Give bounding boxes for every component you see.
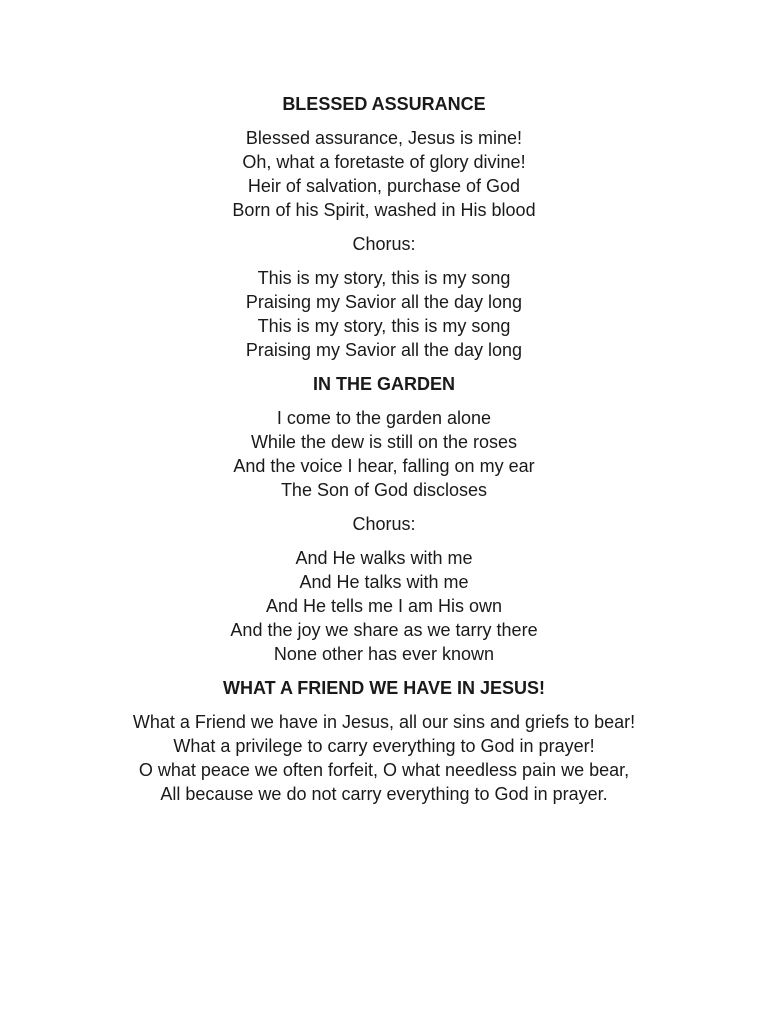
song-title: IN THE GARDEN (312, 374, 455, 394)
chorus-line: And the joy we share as we tarry there (230, 620, 538, 640)
chorus-line: And He walks with me (295, 548, 473, 568)
song-blessed-assurance (0, 92, 768, 362)
verse-line: What a Friend we have in Jesus, all our sins and griefs to bear! (132, 712, 636, 732)
verse-line: O what peace we often forfeit, O what needless pain we bear, (138, 760, 630, 780)
verse (0, 126, 768, 222)
chorus (0, 266, 768, 362)
chorus-line: None other has ever known (273, 644, 495, 664)
chorus-line: Praising my Savior all the day long (245, 340, 523, 360)
song-what-a-friend (0, 676, 768, 806)
chorus-line: This is my story, this is my song (257, 316, 511, 336)
verse (0, 710, 768, 806)
verse-line: All because we do not carry everything to God in prayer. (160, 784, 608, 804)
verse-line: Born of his Spirit, washed in His blood (232, 200, 536, 220)
verse-line: Oh, what a foretaste of glory divine! (242, 152, 526, 172)
song-sheet (0, 92, 768, 806)
verse-line: I come to the garden alone (276, 408, 492, 428)
chorus-line: And He tells me I am His own (265, 596, 503, 616)
verse (0, 406, 768, 502)
song-title: WHAT A FRIEND WE HAVE IN JESUS! (222, 678, 545, 698)
verse-line: The Son of God discloses (280, 480, 488, 500)
song-title: BLESSED ASSURANCE (282, 94, 486, 114)
verse-line: Blessed assurance, Jesus is mine! (245, 128, 523, 148)
chorus-label: Chorus: (352, 234, 416, 254)
chorus-label: Chorus: (352, 514, 416, 534)
verse-line: While the dew is still on the roses (250, 432, 518, 452)
chorus (0, 546, 768, 666)
verse-line: What a privilege to carry everything to God in prayer! (173, 736, 595, 756)
chorus-line: Praising my Savior all the day long (245, 292, 523, 312)
song-in-the-garden (0, 372, 768, 666)
verse-line: And the voice I hear, falling on my ear (233, 456, 535, 476)
chorus-line: This is my story, this is my song (257, 268, 511, 288)
verse-line: Heir of salvation, purchase of God (247, 176, 521, 196)
chorus-line: And He talks with me (299, 572, 469, 592)
